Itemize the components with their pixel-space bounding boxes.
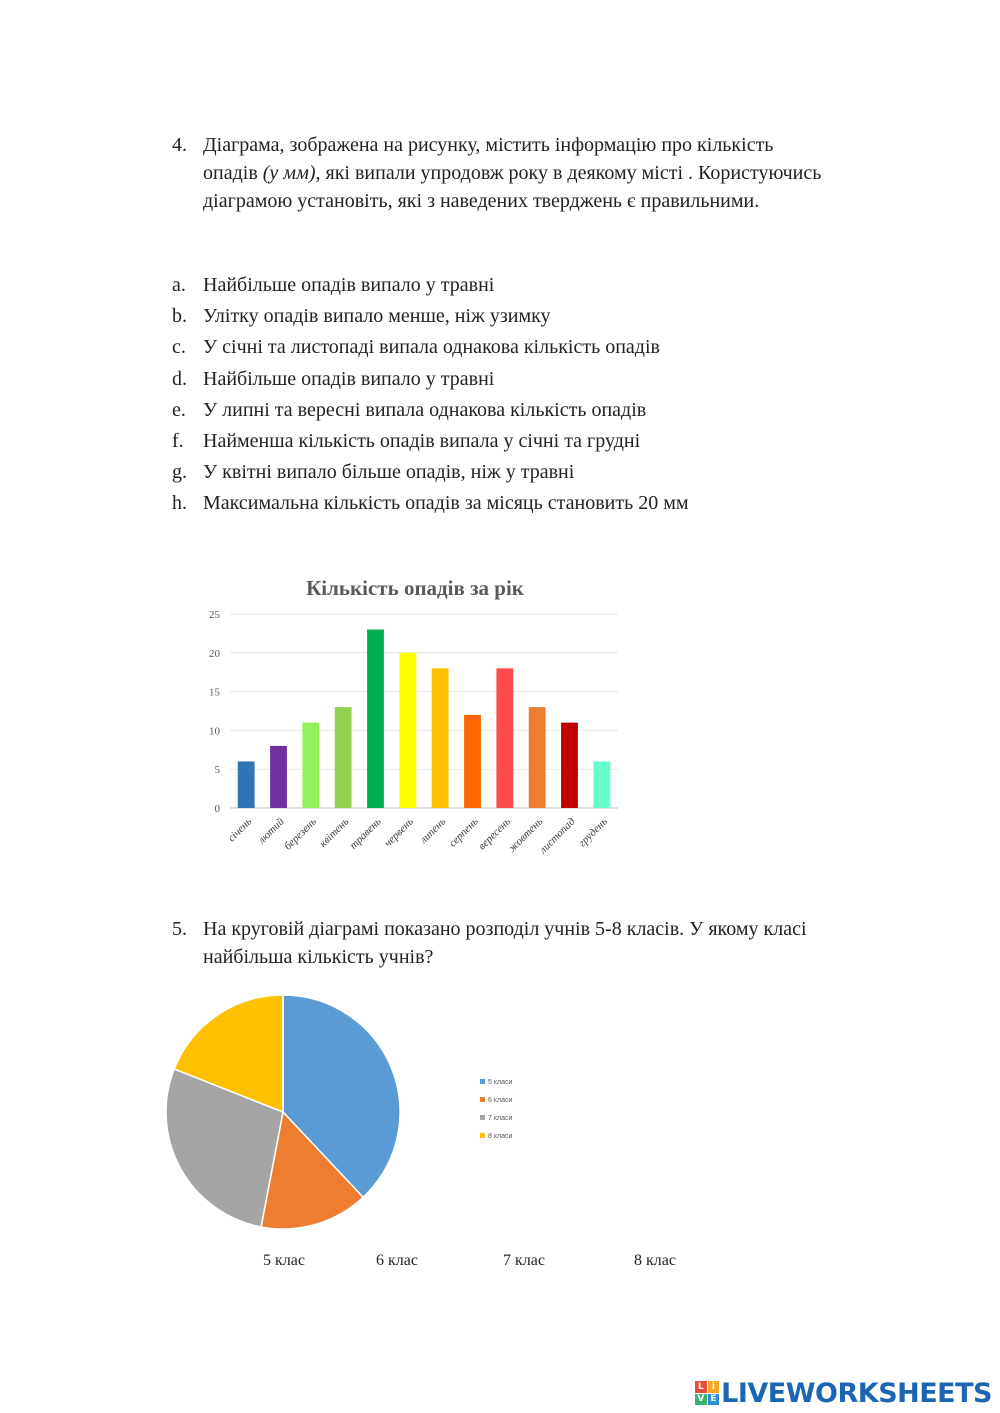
x-tick-label: грудень: [576, 815, 610, 850]
x-tick-label: серпень: [446, 815, 481, 850]
logo-mark-cell: V: [695, 1394, 707, 1406]
x-tick-label: травень: [347, 815, 384, 852]
legend-label: 6 класи: [488, 1097, 513, 1104]
legend-swatch: [480, 1133, 485, 1138]
logo-text: LIVEWORKSHEETS: [721, 1377, 992, 1409]
question-4-line-3: діаграмою установіть, які з наведених тверджень є правильними.: [203, 190, 760, 212]
question-5: [172, 915, 807, 971]
legend-swatch: [480, 1097, 485, 1102]
option-g[interactable]: g. У квітні випало більше опадів, ніж у травні: [172, 461, 575, 484]
legend-label: 8 класи: [488, 1133, 513, 1140]
bar-липень: [432, 668, 449, 808]
liveworksheets-logo: [695, 1375, 992, 1411]
y-tick-label: 10: [209, 725, 220, 738]
bar-червень: [399, 653, 416, 808]
logo-mark-icon: [695, 1381, 719, 1405]
question-5-line-1: На круговій діаграмі показано розподіл учнів 5-8 класів. У якому класі: [203, 918, 807, 940]
question-4: [172, 131, 821, 215]
x-tick-label: лютий: [255, 815, 287, 847]
y-tick-label: 0: [214, 803, 220, 815]
option-b[interactable]: b. Улітку опадів випало менше, ніж узимку: [172, 305, 551, 328]
option-c[interactable]: c. У січні та листопаді випала однакова кількість опадів: [172, 336, 660, 359]
logo-mark-cell: L: [695, 1381, 707, 1393]
question-number: 5.: [172, 918, 187, 940]
bar-грудень: [593, 761, 610, 808]
x-tick-label: квітень: [317, 815, 352, 850]
y-tick-label: 20: [209, 647, 220, 660]
question-4-line-1: Діаграма, зображена на рисунку, містить інформацію про кількість: [203, 134, 774, 156]
bar-chart-svg: [202, 568, 628, 868]
option-a[interactable]: a. Найбільше опадів випало у травні: [172, 274, 495, 296]
bar-жовтень: [529, 707, 546, 808]
x-tick-label: березень: [281, 815, 319, 853]
answer-label-7[interactable]: 7 клас: [503, 1252, 545, 1269]
x-tick-label: червень: [382, 815, 416, 850]
question-number: 4.: [172, 134, 187, 156]
x-tick-label: січень: [225, 815, 255, 845]
precipitation-bar-chart: [202, 568, 628, 868]
legend-label: 5 класи: [488, 1079, 513, 1086]
legend-label: 7 класи: [488, 1115, 513, 1122]
logo-mark-cell: E: [708, 1394, 720, 1406]
answer-options-list: [172, 270, 689, 520]
y-tick-label: 15: [209, 686, 220, 699]
answer-label-6[interactable]: 6 клас: [376, 1252, 418, 1269]
chart-title: Кількість опадів за рік: [306, 576, 524, 600]
legend-swatch: [480, 1079, 485, 1084]
y-tick-label: 25: [209, 609, 220, 621]
bar-лютий: [270, 746, 287, 808]
bar-вересень: [496, 668, 513, 808]
question-4-line-2: опадів (у мм), які випали упродовж року в деякому місті . Користуючись: [203, 162, 822, 184]
bar-березень: [302, 723, 319, 808]
option-h[interactable]: h. Максимальна кількість опадів за місяць становить 20 мм: [172, 492, 689, 515]
bar-серпень: [464, 715, 481, 808]
class-distribution-pie-chart: [160, 990, 720, 1240]
x-tick-label: листопад: [537, 815, 578, 857]
logo-mark-cell: i: [708, 1381, 720, 1393]
answer-label-8[interactable]: 8 клас: [634, 1252, 676, 1269]
bar-квітень: [335, 707, 352, 808]
answer-label-5[interactable]: 5 клас: [263, 1252, 305, 1269]
x-tick-label: жовтень: [506, 815, 546, 855]
unit-text: (у мм),: [262, 162, 321, 184]
pie-chart-svg: [160, 990, 720, 1240]
bar-січень: [238, 761, 255, 808]
option-d[interactable]: d. Найбільше опадів випало у травні: [172, 367, 495, 390]
option-f[interactable]: f. Найменша кількість опадів випала у січні та грудні: [172, 429, 641, 452]
y-tick-label: 5: [214, 764, 220, 777]
x-tick-label: вересень: [476, 815, 513, 853]
question-5-line-2: найбільша кількість учнів?: [203, 946, 434, 968]
bar-листопад: [561, 723, 578, 808]
option-e[interactable]: e. У липні та вересні випала однакова кількість опадів: [172, 398, 647, 421]
x-tick-label: липень: [417, 815, 449, 847]
bar-травень: [367, 630, 384, 808]
legend-swatch: [480, 1115, 485, 1120]
